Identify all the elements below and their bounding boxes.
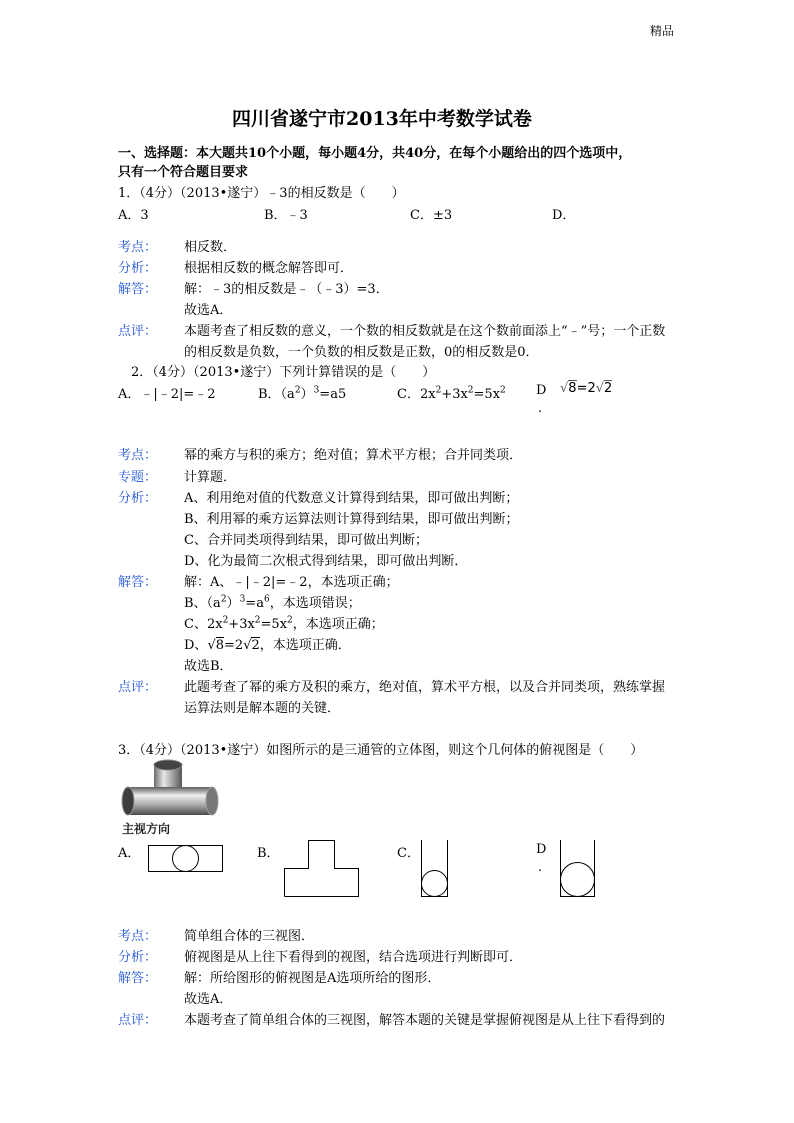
q3-option-c-label: C． xyxy=(397,846,420,861)
q2-dianping-1: 此题考查了幂的乘方及积的乘方，绝对值，算术平方根，以及合并同类项，熟练掌握 xyxy=(184,680,666,695)
q3-option-d-label: D xyxy=(536,842,547,857)
q2-fenxi-label: 分析： xyxy=(118,491,158,506)
q1-kaodian-label: 考点： xyxy=(118,240,158,255)
q1-option-a: A．3 xyxy=(118,208,149,223)
q2-option-b: B．$(a^2)^3=a5$ xyxy=(258,385,347,402)
q3-stem: 3．（4分）（2013•遂宁）如图所示的是三通管的立体图，则这个几何体的俯视图是（ ） xyxy=(118,743,644,758)
q1-fenxi: 根据相反数的概念解答即可． xyxy=(184,261,354,276)
q1-jieda-label: 解答： xyxy=(118,282,158,297)
q2-jieda-4: D、√8=2√2，本选项正确． xyxy=(184,638,351,653)
q2-fenxi-4: D、化为最简二次根式得到结果，即可做出判断． xyxy=(184,554,468,569)
q2-option-a: A．﹣|﹣2|=﹣2 xyxy=(118,387,216,402)
q2-jieda-1: 解：A、﹣|﹣2|=﹣2，本选项正确； xyxy=(184,575,399,590)
q3-option-b-label: B． xyxy=(257,846,280,861)
q2-option-d-formula: √8=2√2 xyxy=(560,381,613,396)
q2-dianping-label: 点评： xyxy=(118,680,158,695)
q3-jieda-label: 解答： xyxy=(118,971,158,986)
q2-stem: 2．（4分）（2013•遂宁）下列计算错误的是（ ） xyxy=(131,365,436,380)
q2-jieda-label: 解答： xyxy=(118,575,158,590)
q2-option-d-dot: . xyxy=(538,401,543,416)
q1-option-d: D． xyxy=(552,208,576,223)
q3-option-d-figure xyxy=(560,840,596,898)
q2-jieda-2: B、$(a^2)^3=a^6$，本选项错误； xyxy=(184,594,361,611)
q3-option-a-figure xyxy=(148,845,224,875)
section-heading-line2: 只有一个符合题目要求 xyxy=(118,165,249,180)
q1-jieda-2: 故选A． xyxy=(184,303,233,318)
q2-zhuanti: 计算题． xyxy=(184,470,237,485)
q3-kaodian: 简单组合体的三视图． xyxy=(184,929,315,944)
tee-pipe-caption: 主视方向 xyxy=(122,822,171,836)
q3-fenxi: 俯视图是从上往下看得到的视图，结合选项进行判断即可． xyxy=(184,950,523,965)
q1-jieda-1: 解：﹣3的相反数是﹣（﹣3）=3． xyxy=(184,282,389,297)
q1-stem: 1．（4分）（2013•遂宁）﹣3的相反数是（ ） xyxy=(118,186,405,201)
q2-jieda-5: 故选B． xyxy=(184,659,233,674)
q1-dianping-2: 的相反数是负数，一个负数的相反数是正数，0的相反数是0． xyxy=(184,345,539,360)
corner-label: 精品 xyxy=(650,24,675,38)
q2-zhuanti-label: 专题： xyxy=(118,470,158,485)
section-heading-line1: 一、选择题：本大题共10个小题，每小题4分，共40分，在每个小题给出的四个选项中， xyxy=(118,146,632,161)
q3-fenxi-label: 分析： xyxy=(118,950,158,965)
q2-fenxi-2: B、利用幂的乘方运算法则计算得到结果，即可做出判断； xyxy=(184,512,519,527)
q3-option-a-label: A． xyxy=(118,846,141,861)
q2-fenxi-3: C、合并同类项得到结果，即可做出判断； xyxy=(184,533,428,548)
q2-dianping-2: 运算法则是解本题的关键． xyxy=(184,701,341,716)
q2-fenxi-1: A、利用绝对值的代数意义计算得到结果，即可做出判断； xyxy=(184,491,519,506)
q3-kaodian-label: 考点： xyxy=(118,929,158,944)
q1-option-b: B．﹣3 xyxy=(264,208,308,223)
q3-option-b-figure xyxy=(284,840,360,898)
q3-dianping-label: 点评： xyxy=(118,1013,158,1028)
q2-jieda-3: C、$2x^2+3x^2=5x^2$，本选项正确； xyxy=(184,615,384,632)
q3-dianping-1: 本题考查了简单组合体的三视图，解答本题的关键是掌握俯视图是从上往下看得到的 xyxy=(184,1013,666,1028)
q1-option-c: C．±3 xyxy=(410,208,453,223)
q3-jieda-1: 解：所给图形的俯视图是A选项所给的图形． xyxy=(184,971,441,986)
q2-option-d: D xyxy=(536,383,547,398)
q3-option-d-dot: . xyxy=(538,860,543,875)
q1-fenxi-label: 分析： xyxy=(118,261,158,276)
q1-kaodian: 相反数． xyxy=(184,240,237,255)
q3-option-c-figure xyxy=(421,840,449,898)
q1-dianping-label: 点评： xyxy=(118,324,158,339)
q1-dianping-1: 本题考查了相反数的意义，一个数的相反数就是在这个数前面添上“﹣”号；一个正数 xyxy=(184,324,666,339)
page-title: 四川省遂宁市2013年中考数学试卷 xyxy=(232,108,532,130)
q3-jieda-2: 故选A． xyxy=(184,992,233,1007)
q2-kaodian: 幂的乘方与积的乘方；绝对值；算术平方根；合并同类项． xyxy=(184,448,523,463)
tee-pipe-figure xyxy=(120,759,220,825)
q2-kaodian-label: 考点： xyxy=(118,448,158,463)
q2-option-c: C．$2x^2+3x^2=5x^2$ xyxy=(397,385,506,402)
